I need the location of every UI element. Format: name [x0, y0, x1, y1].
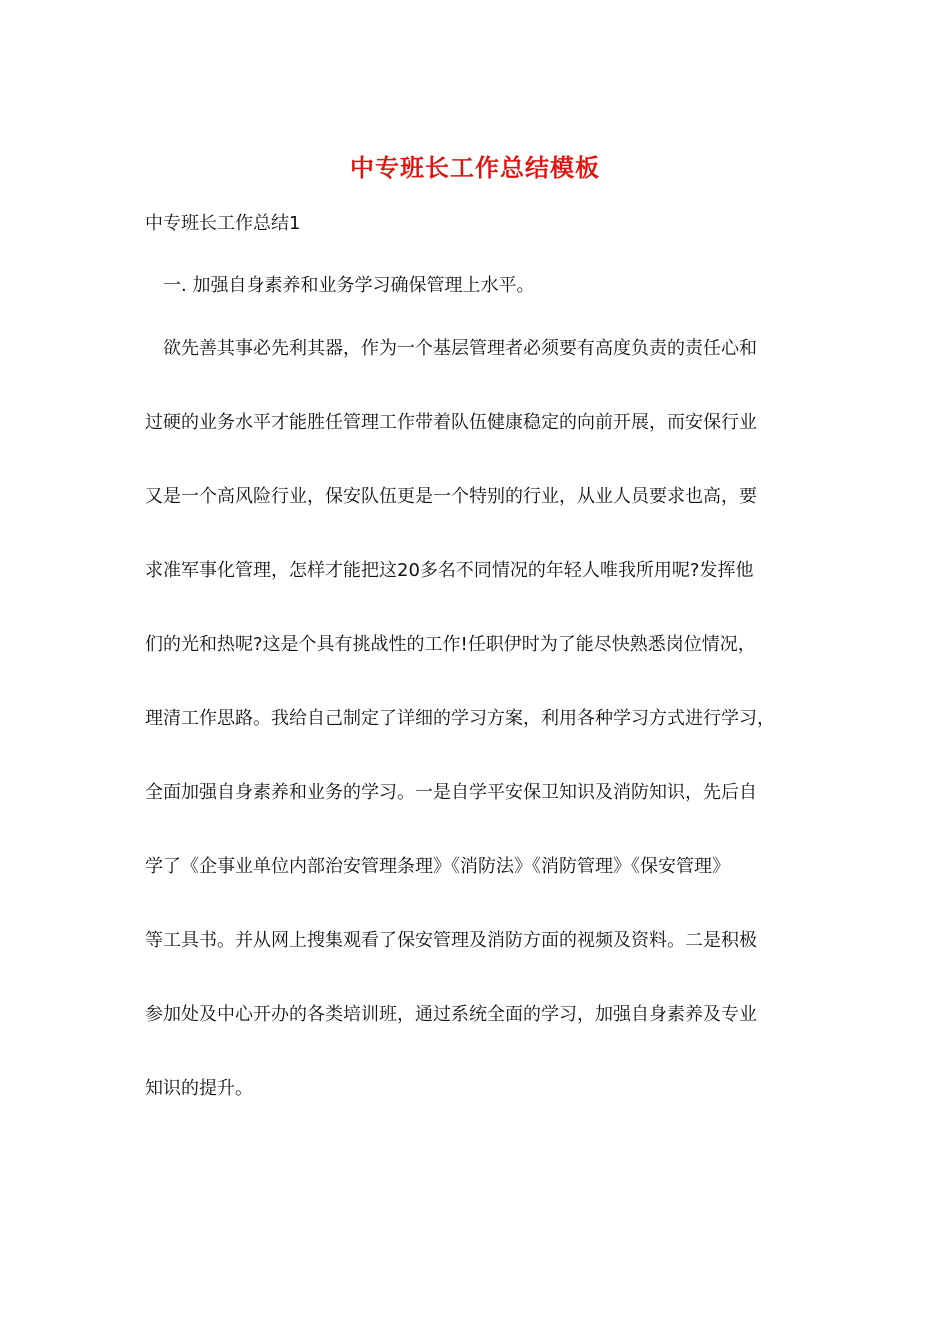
document-title: 中专班长工作总结模板 [350, 153, 600, 182]
body-line: 过硬的业务水平才能胜任管理工作带着队伍健康稳定的向前开展，而安保行业 [145, 412, 757, 433]
body-line: 学了《企事业单位内部治安管理条理》《消防法》《消防管理》《保安管理》 [145, 856, 730, 877]
body-line: 们的光和热呢?这是个具有挑战性的工作!任职伊时为了能尽快熟悉岗位情况， [145, 634, 756, 655]
section-heading: 中专班长工作总结1 [145, 213, 301, 234]
subheading: 一. 加强自身素养和业务学习确保管理上水平。 [163, 275, 535, 296]
body-line: 理清工作思路。我给自己制定了详细的学习方案，利用各种学习方式进行学习， [145, 708, 775, 729]
body-line: 知识的提升。 [145, 1078, 253, 1099]
body-line: 欲先善其事必先利其器，作为一个基层管理者必须要有高度负责的责任心和 [163, 338, 757, 359]
body-line: 求准军事化管理，怎样才能把这20多名不同情况的年轻人唯我所用呢?发挥他 [145, 560, 754, 581]
body-line: 又是一个高风险行业，保安队伍更是一个特别的行业，从业人员要求也高，要 [145, 486, 757, 507]
body-line: 等工具书。并从网上搜集观看了保安管理及消防方面的视频及资料。二是积极 [145, 930, 757, 951]
body-line: 全面加强自身素养和业务的学习。一是自学平安保卫知识及消防知识，先后自 [145, 782, 757, 803]
body-line: 参加处及中心开办的各类培训班，通过系统全面的学习，加强自身素养及专业 [145, 1004, 757, 1025]
body-paragraph [145, 335, 805, 1149]
